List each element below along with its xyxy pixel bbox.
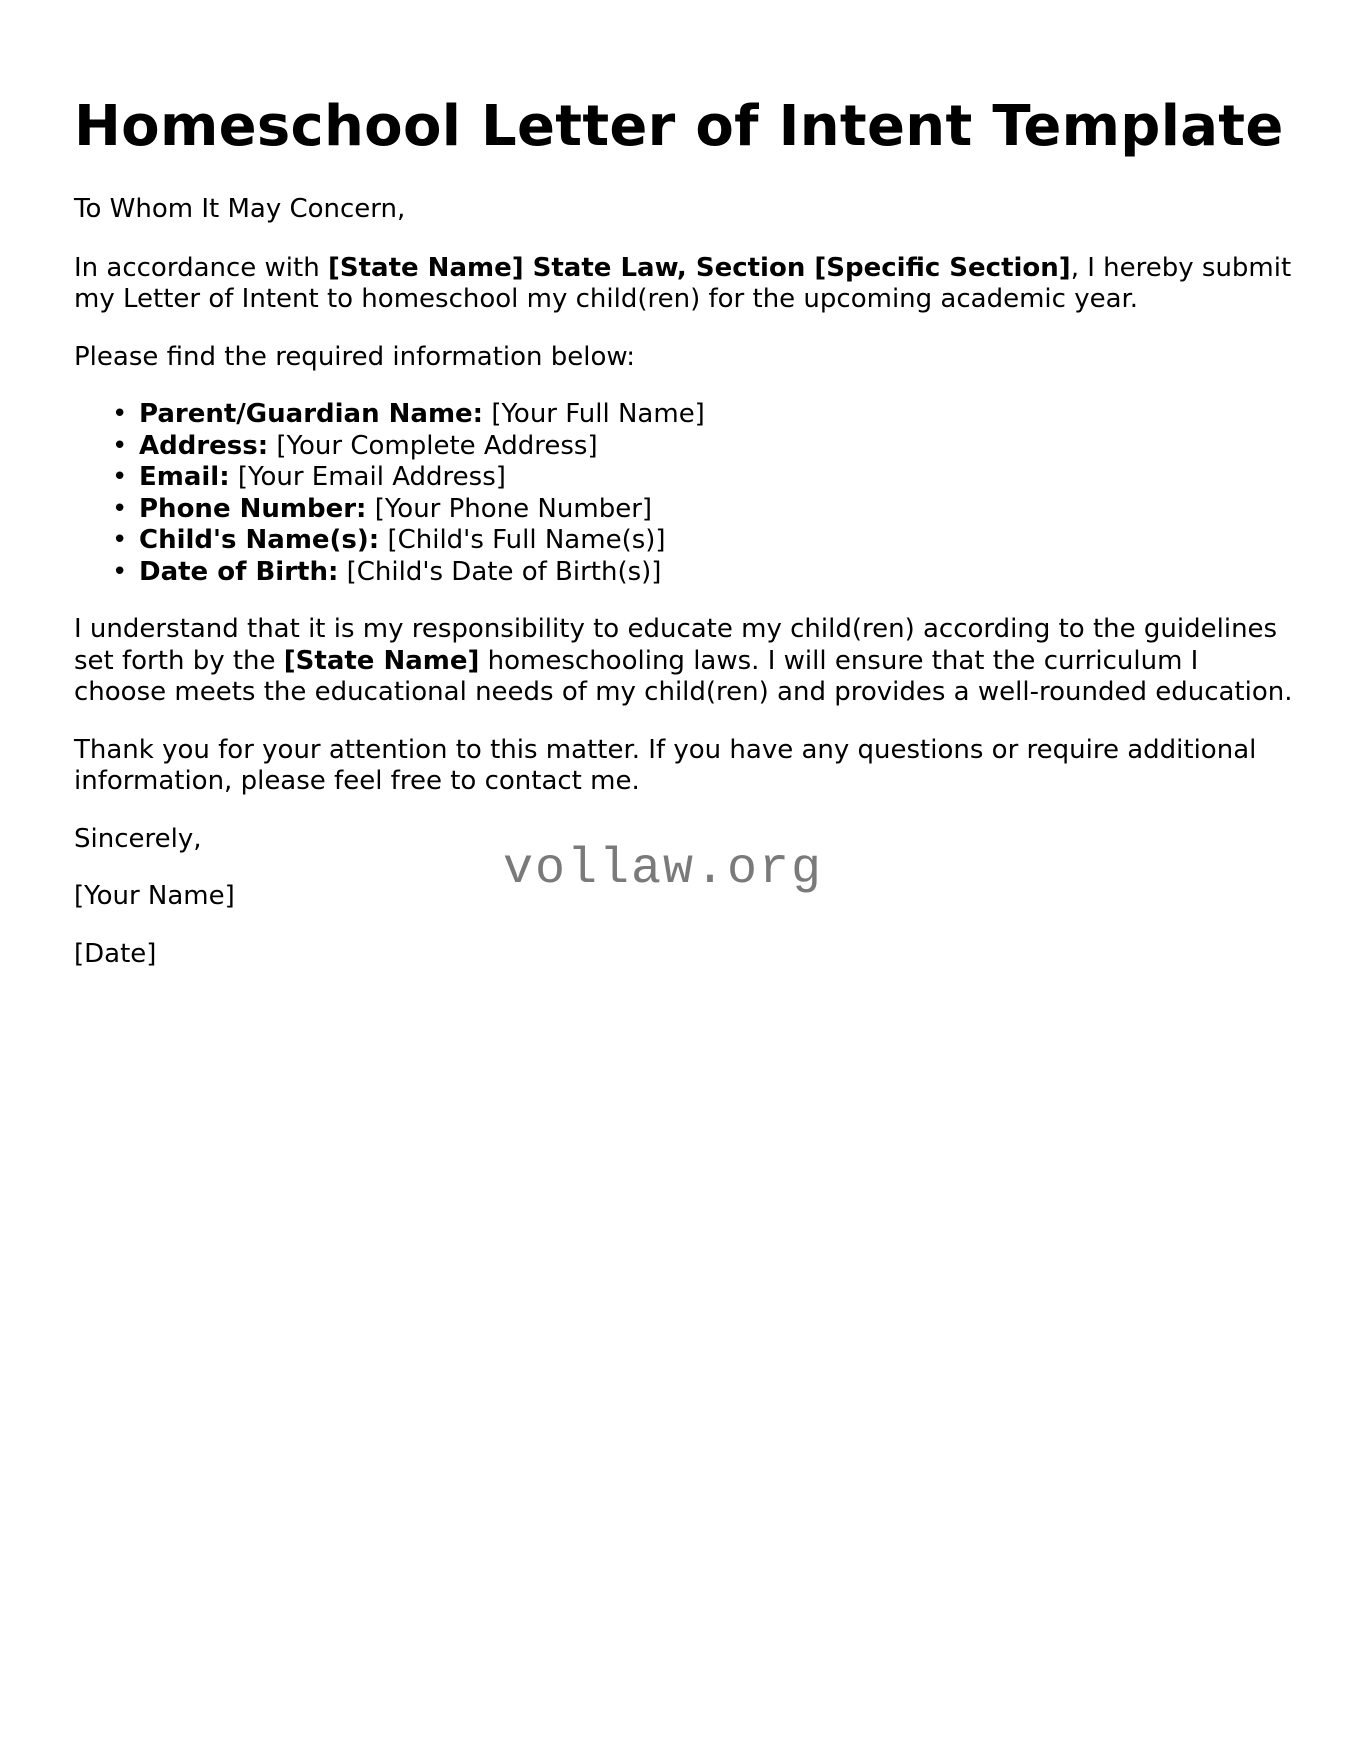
responsibility-state-name: [State Name] (283, 645, 480, 676)
list-item-email (112, 462, 1294, 494)
list-item-date-of-birth (112, 556, 1294, 589)
info-value: [Child's Date of Birth(s)] (338, 556, 662, 587)
letter-page (74, 0, 1294, 970)
intro-text-after: , I hereby submit my Letter of Intent to homeschool my child(ren) for the upcoming academic year. (74, 252, 1292, 314)
signature-name: [Your Name] (74, 881, 235, 911)
bullet-icon: • (112, 399, 128, 429)
bullet-icon: • (112, 493, 128, 524)
info-label: Date of Birth: (139, 556, 339, 587)
list-item-child-name (112, 525, 1294, 557)
intro-text-before: In accordance with (74, 252, 328, 283)
bullet-icon: • (112, 525, 128, 555)
info-label: Address: (139, 430, 269, 461)
info-value: [Your Email Address] (229, 462, 506, 492)
info-list (74, 399, 1294, 588)
page-title: Homeschool Letter of Intent Template (74, 94, 1284, 159)
bullet-icon: • (112, 462, 128, 492)
responsibility-text-before: I understand that it is my responsibility to educate my child(ren) according to the guidelines set forth by the (74, 614, 1278, 676)
info-value: [Child's Full Name(s)] (379, 525, 666, 555)
list-item-phone (112, 493, 1294, 526)
info-value: [Your Full Name] (483, 399, 705, 429)
watermark: vollaw.org (503, 841, 824, 898)
info-value: [Your Complete Address] (268, 430, 598, 461)
info-heading: Please find the required information below: (74, 341, 635, 372)
thanks-paragraph: Thank you for your attention to this matter. If you have any questions or require additional information, please feel free to contact me. (74, 734, 1257, 796)
list-item-parent-name (112, 399, 1294, 431)
intro-paragraph (74, 253, 1294, 316)
info-label: Child's Name(s): (139, 525, 380, 555)
info-value: [Your Phone Number] (366, 493, 653, 524)
responsibility-text-after: homeschooling laws. I will ensure that the curriculum I choose meets the educational needs of my child(ren) and provides a well-rounded education. (74, 645, 1293, 707)
bullet-icon: • (112, 430, 128, 461)
info-label: Parent/Guardian Name: (139, 399, 484, 429)
closing: Sincerely, (74, 823, 202, 854)
responsibility-paragraph (74, 614, 1294, 709)
bullet-icon: • (112, 556, 128, 587)
list-item-address (112, 430, 1294, 463)
greeting: To Whom It May Concern, (74, 194, 406, 224)
info-label: Email: (139, 462, 230, 492)
signature-date: [Date] (74, 938, 157, 969)
info-label: Phone Number: (139, 493, 367, 524)
intro-state-law: [State Name] State Law, Section [Specific Section] (327, 252, 1071, 283)
